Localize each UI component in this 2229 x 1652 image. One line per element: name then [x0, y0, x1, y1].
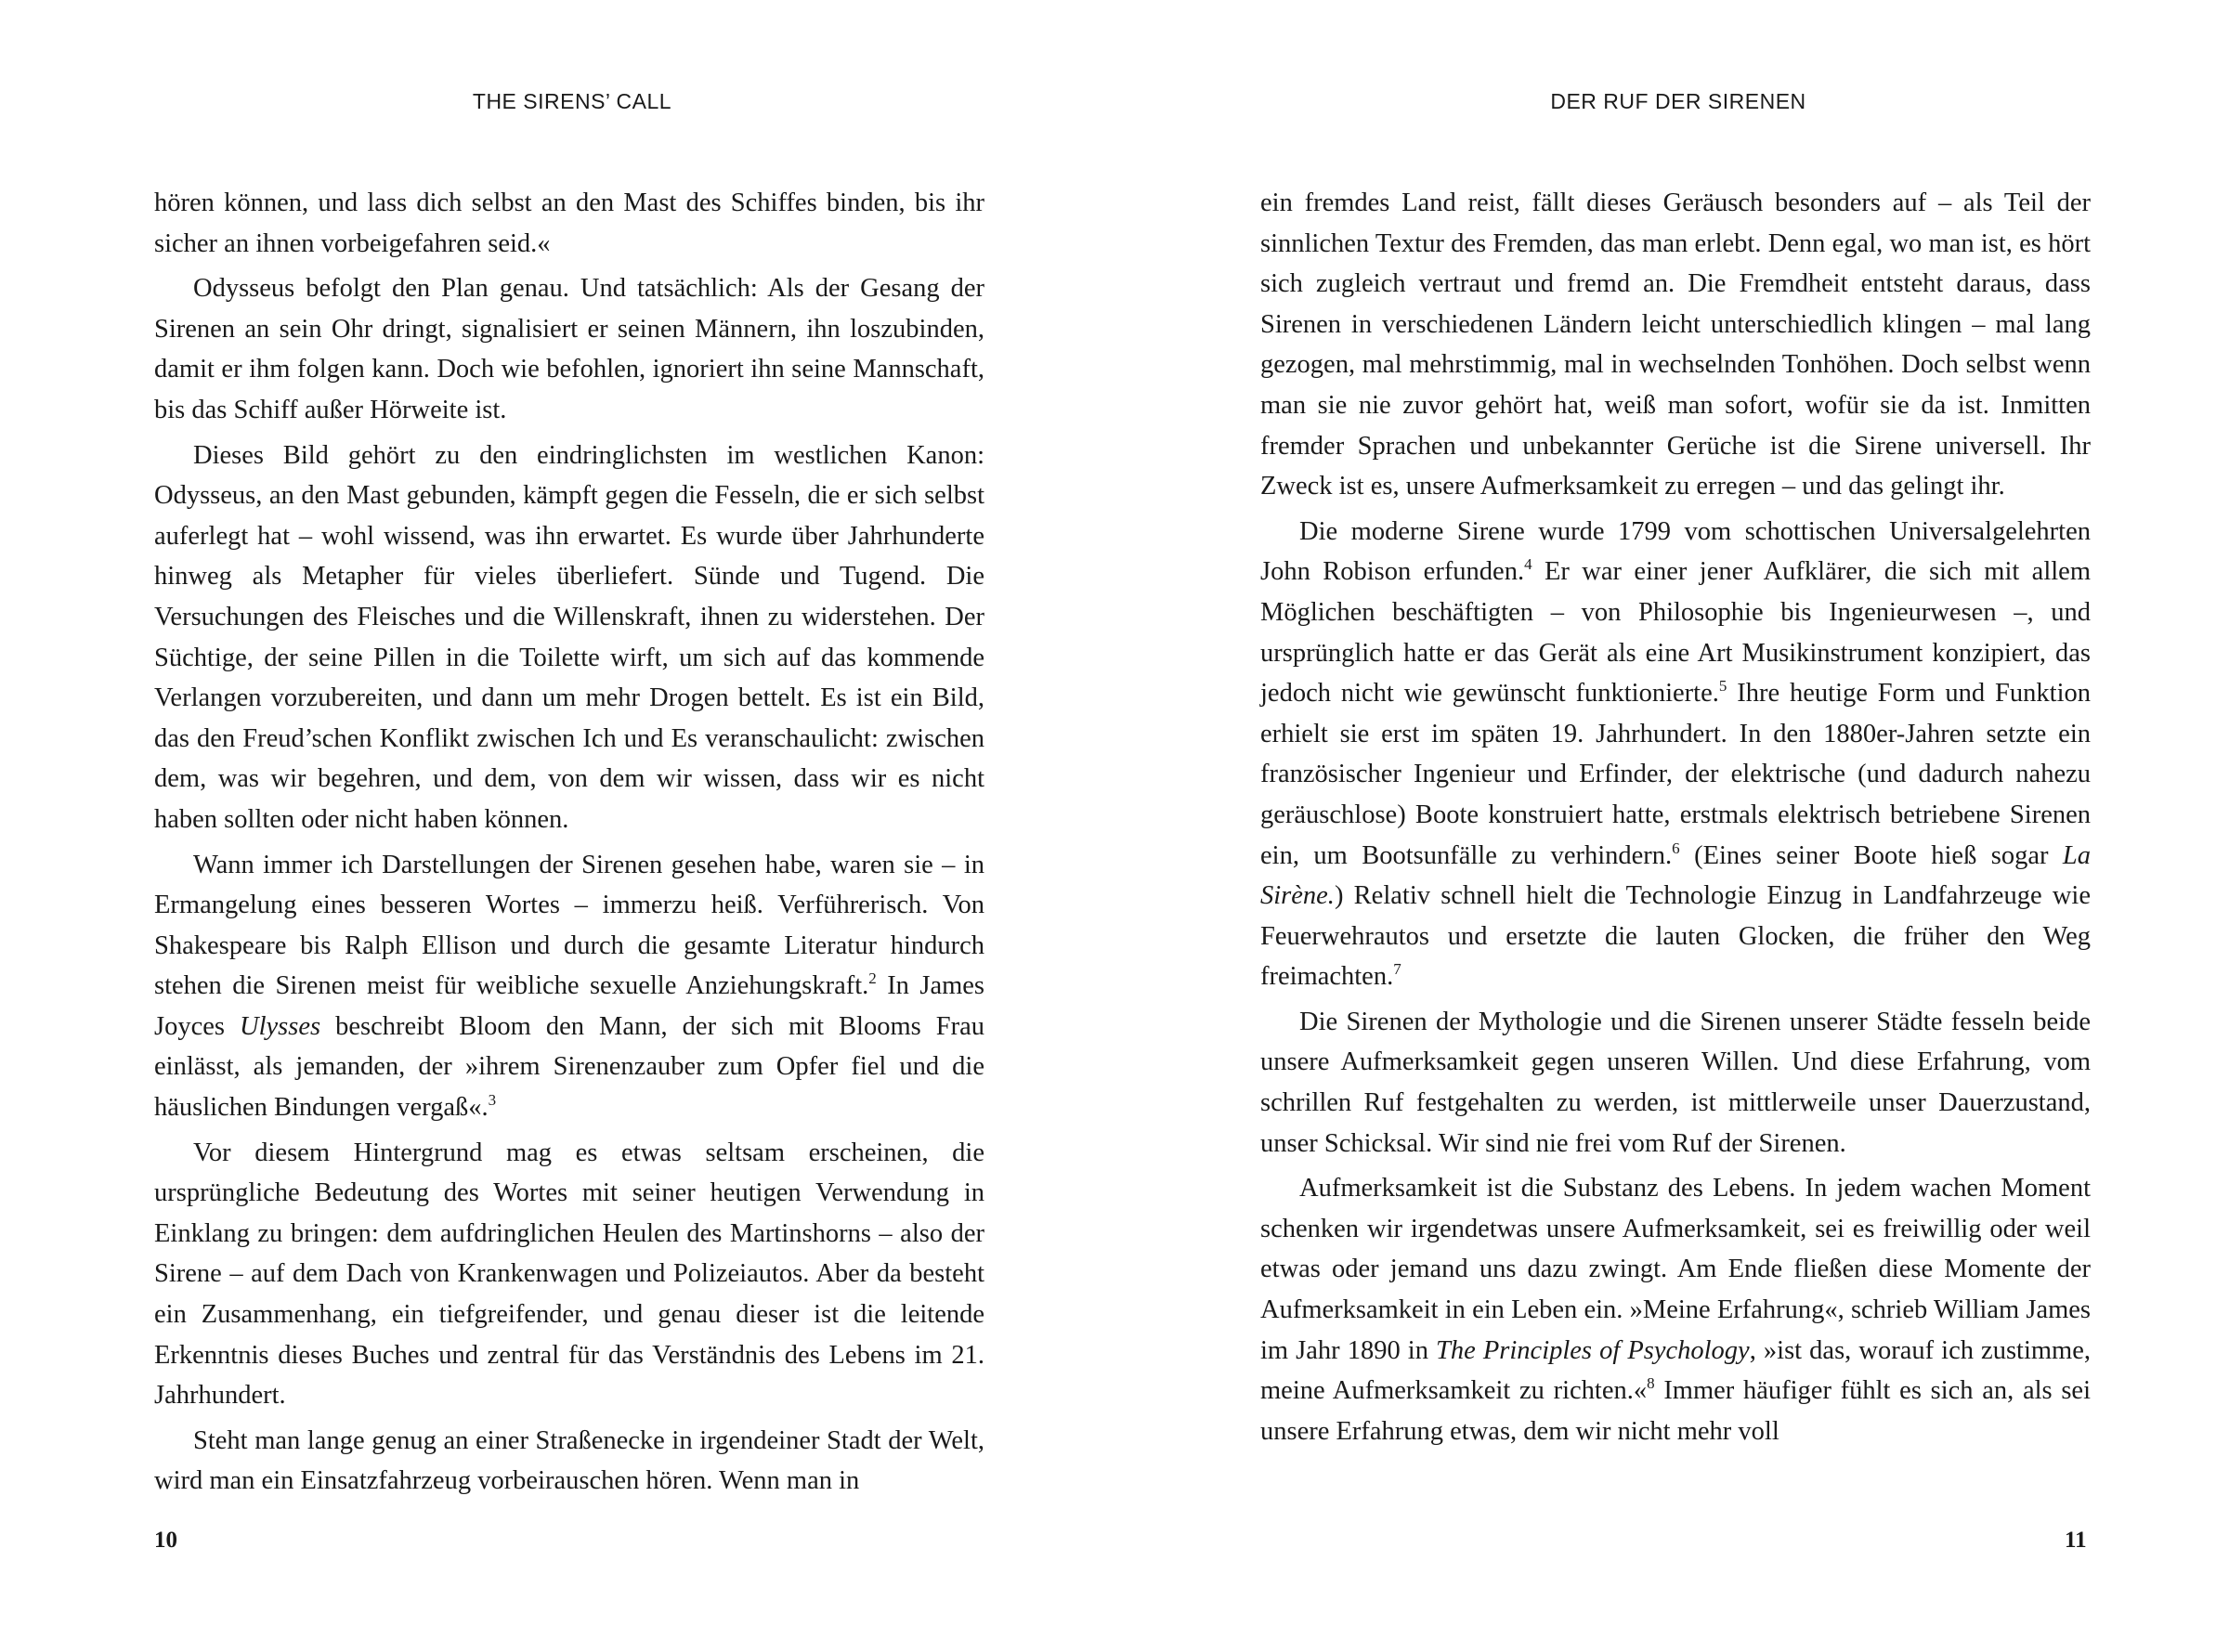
paragraph: [154, 845, 984, 1128]
text-run: beschreibt Bloom den Mann, der sich mit Blooms Frau einlässt, als jemanden, der »ihrem Sirenenzauber zum Opfer fiel und die häuslichen Bindungen vergaß«.: [154, 1011, 985, 1123]
text-run: Ihre heutige Form und Funktion erhielt sie erst im späten 19. Jahrhundert. In den 1880er-Jahren setzte ein französischer Ingenieur und Erfinder, der elektrische (und dadurch nahezu geräuschlose) Boote konstruiert hatte, erstmals elektrisch betriebene Sirenen ein, um Bootsunfälle zu verhindern.: [1260, 679, 2091, 870]
footnote-mark: 8: [1647, 1374, 1655, 1393]
paragraph: Die Sirenen der Mythologie und die Sirenen unserer Städte fesseln beide unsere Aufmerksamkeit gegen unseren Willen. Und diese Erfahrung, vom schrillen Ruf festgehalten zu werden, ist mittlerweile unser Dauerzustand, unser Schicksal. Wir sind nie frei vom Ruf der Sirenen.: [1260, 1007, 2091, 1158]
text-run: Immer häufiger fühlt es sich an, als sei unsere Erfahrung etwas, dem wir nicht mehr voll: [1260, 1376, 2091, 1446]
paragraph: Odysseus befolgt den Plan genau. Und tatsächlich: Als der Gesang der Sirenen an sein Ohr dringt, signalisiert er seinen Männern, ihn loszubinden, damit er ihm folgen kann. Doch wie befohlen, ignoriert ihn seine Mannschaft, bis das Schiff außer Hörweite ist.: [154, 274, 984, 424]
footnote-mark: 2: [868, 969, 877, 988]
paragraph: [1260, 512, 2091, 997]
paragraph: [1260, 1168, 2091, 1451]
running-head-right: DER RUF DER SIRENEN: [1550, 89, 1806, 113]
running-head-left: THE SIRENS’ CALL: [472, 89, 672, 113]
paragraph: hören können, und lass dich selbst an den Mast des Schiffes binden, bis ihr sicher an ihnen vorbeigefahren seid.«: [154, 189, 984, 258]
text-run: Wann immer ich Darstellungen der Sirenen gesehen habe, waren sie – in Ermangelung eines besseren Wortes – immerzu heiß. Verführerisch. Von Shakespeare bis Ralph Ellison und durch die gesamte Literatur hindurch stehen die Sirenen meist für weibliche sexuelle Anziehungskraft.: [154, 850, 984, 1001]
footnote-mark: 5: [1718, 677, 1727, 696]
text-run: (Eines seiner Boote hieß sogar: [1679, 840, 2063, 870]
text-run: In James Joyces: [154, 971, 984, 1041]
page-number-right: 11: [2065, 1528, 2087, 1553]
body-text-left: [154, 183, 984, 1502]
left-page: [0, 0, 1114, 1652]
footnote-mark: 4: [1524, 555, 1532, 574]
paragraph: Dieses Bild gehört zu den eindringlichsten im westlichen Kanon: Odysseus, an den Mast gebunden, kämpft gegen die Fesseln, die er sich selbst auferlegt hat – wohl wissend, was ihn erwartet. Es wurde über Jahrhunderte hinweg als Metapher für vieles überliefert. Sünde und Tugend. Die Versuchungen des Fleisches und die Willenskraft, ihnen zu widerstehen. Der Süchtige, der seine Pillen in die Toilette wirft, um sich auf das kommende Verlangen vorzubereiten, und dann um mehr Drogen bettelt. Es ist ein Bild, das den Freud’schen Konflikt zwischen Ich und Es veranschaulicht: zwischen dem, was wir begehren, und dem, von dem wir wissen, dass wir es nicht haben sollten oder nicht haben können.: [154, 440, 984, 834]
text-run: Die moderne Sirene wurde 1799 vom schottischen Universalgelehrten John Robison erfunden.: [1260, 516, 2091, 587]
footnote-mark: 3: [488, 1091, 497, 1110]
text-run: Aufmerksamkeit ist die Substanz des Lebens. In jedem wachen Moment schenken wir irgendetwas unsere Aufmerksamkeit, sei es freiwillig oder weil etwas oder jemand uns dazu zwingt. Am Ende fließen diese Momente der Aufmerksamkeit in ein Leben ein. »Meine Erfahrung«, schrieb William James im Jahr 1890 in: [1260, 1174, 2091, 1365]
footnote-mark: 7: [1393, 960, 1401, 979]
right-page: [1114, 0, 2229, 1652]
text-run: ) Relativ schnell hielt die Technologie Einzug in Landfahrzeuge wie Feuerwehrautos und ersetzte die lauten Glocken, die früher den Weg freimachten.: [1260, 881, 2091, 992]
paragraph: Vor diesem Hintergrund mag es etwas seltsam erscheinen, die ursprüngliche Bedeutung des Wortes mit seiner heutigen Verwendung in Einklang zu bringen: dem aufdringlichen Heulen des Martinshorns – also der Sirene – auf dem Dach von Krankenwagen und Polizeiautos. Aber da besteht ein Zusammenhang, ein tiefgreifender, und genau dieser ist die leitende Erkenntnis dieses Buches und zentral für das Verständnis des Lebens im 21. Jahrhundert.: [154, 1138, 984, 1411]
book-title: The Principles of Psychology: [1436, 1335, 1750, 1365]
book-title: Ulysses: [240, 1011, 321, 1041]
text-run: Er war einer jener Aufklärer, die sich mit allem Möglichen beschäftigten – von Philosophie bis Ingenieurwesen –, und ursprünglich hatte er das Gerät als eine Art Musikinstrument konzipiert, das jedoch nicht wie gewünscht funktionierte.: [1260, 557, 2091, 709]
footnote-mark: 6: [1672, 839, 1680, 857]
paragraph: Steht man lange genug an einer Straßenecke in irgendeiner Stadt der Welt, wird man ein Einsatzfahrzeug vorbeirauschen hören. Wenn man in: [154, 1425, 984, 1496]
text-run: , »ist das, worauf ich zustimme, meine Aufmerksamkeit zu richten.«: [1260, 1335, 2091, 1406]
paragraph: ein fremdes Land reist, fällt dieses Geräusch besonders auf – als Teil der sinnlichen Textur des Fremden, das man erlebt. Denn egal, wo man ist, es hört sich zugleich vertraut und fremd an. Die Fremdheit entsteht daraus, dass Sirenen in verschiedenen Ländern leicht unterschiedlich klingen – mal lang gezogen, mal mehrstimmig, mal in wechselnden Tonhöhen. Doch selbst wenn man sie nie zuvor gehört hat, weiß man sofort, wofür sie da ist. Inmitten fremder Sprachen und unbekannter Gerüche ist die Sirene universell. Ihr Zweck ist es, unsere Aufmerksamkeit zu erregen – und das gelingt ihr.: [1260, 189, 2091, 501]
boat-name: La Sirène.: [1260, 840, 2092, 911]
page-number-left: 10: [154, 1528, 177, 1553]
body-text-right: [1260, 183, 2091, 1451]
